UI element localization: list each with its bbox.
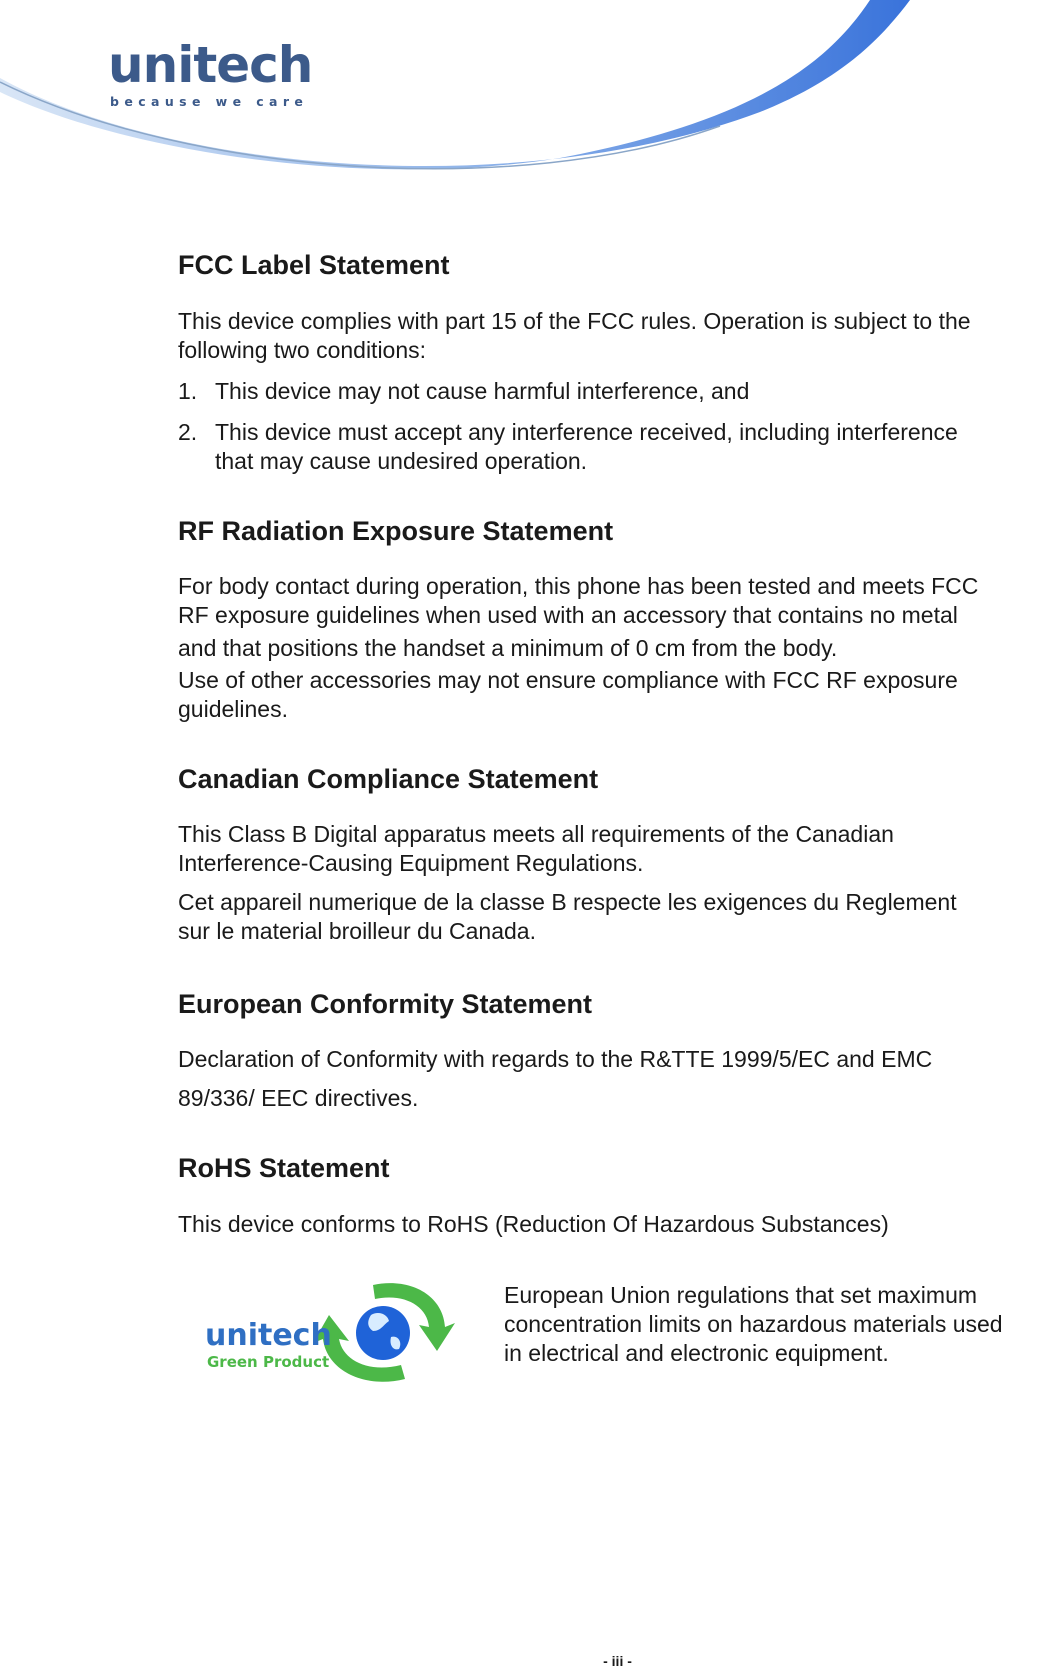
europe-heading: European Conformity Statement [178, 989, 593, 1019]
fcc-intro-line1: This device complies with part 15 of the FCC rules. Operation is subject to the [178, 308, 971, 334]
badge-wordmark: unitech [205, 1318, 332, 1353]
list-text: This device may not cause harmful interference, and [215, 378, 750, 404]
rohs-desc-line3: in electrical and electronic equipment. [504, 1340, 889, 1366]
canada-line2: Interference-Causing Equipment Regulations. [178, 850, 644, 876]
rohs-heading: RoHS Statement [178, 1153, 390, 1183]
canada-line3: Cet appareil numerique de la classe B respecte les exigences du Reglement [178, 889, 957, 915]
rohs-desc-line2: concentration limits on hazardous materials used [504, 1311, 1003, 1337]
europe-line1: Declaration of Conformity with regards to the R&TTE 1999/5/EC and EMC [178, 1046, 933, 1072]
page-number-text: - iii - [603, 1653, 632, 1669]
rf-line3: and that positions the handset a minimum of 0 cm from the body. [178, 635, 838, 661]
list-text: This device must accept any interference received, including interference [215, 419, 958, 445]
rohs-line1: This device conforms to RoHS (Reduction Of Hazardous Substances) [178, 1211, 889, 1237]
list-number: 1. [178, 378, 198, 404]
canada-line4: sur le material broilleur du Canada. [178, 918, 536, 944]
rf-line4: Use of other accessories may not ensure compliance with FCC RF exposure [178, 667, 958, 693]
badge-subtitle: Green Product [207, 1353, 330, 1371]
fcc-heading: FCC Label Statement [178, 250, 450, 280]
canada-heading: Canadian Compliance Statement [178, 764, 599, 794]
europe-line2: 89/336/ EEC directives. [178, 1085, 419, 1111]
rf-heading: RF Radiation Exposure Statement [178, 516, 614, 546]
rf-line1: For body contact during operation, this phone has been tested and meets FCC [178, 573, 979, 599]
rohs-desc-line1: European Union regulations that set maximum [504, 1282, 978, 1308]
canada-line1: This Class B Digital apparatus meets all requirements of the Canadian [178, 821, 894, 847]
rf-line2: RF exposure guidelines when used with an accessory that contains no metal [178, 602, 958, 628]
rohs-description [504, 1281, 1003, 1368]
logo-wordmark: unitech [108, 36, 313, 94]
logo-tagline: because we care [110, 94, 309, 109]
green-product-logo [205, 1275, 455, 1387]
unitech-logo [108, 36, 313, 109]
fcc-intro-line2: following two conditions: [178, 337, 427, 363]
list-number: 2. [178, 419, 198, 445]
page-number [0, 1653, 1045, 1669]
list-text: that may cause undesired operation. [215, 448, 588, 474]
rf-line5: guidelines. [178, 696, 288, 722]
